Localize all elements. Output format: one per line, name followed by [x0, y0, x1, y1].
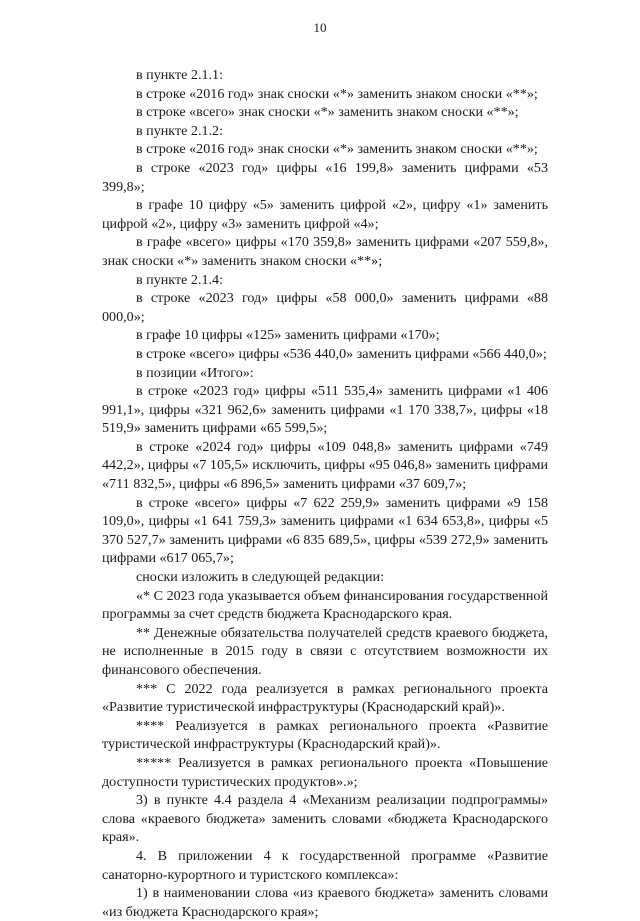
paragraph: в строке «2023 год» цифры «511 535,4» заменить цифрами «1 406 991,1», цифры «321 962,6» заменить цифрами «1 170 338,7», цифры «18 519,9» заменить цифрами «65 599,5»;	[102, 383, 548, 437]
page-number: 10	[313, 20, 327, 35]
paragraph: в пункте 2.1.1:	[136, 67, 224, 83]
footnote-paragraph: **** Реализуется в рамках регионального проекта «Развитие туристической инфраструктуры (Краснодарский край)».	[102, 717, 548, 753]
paragraph: 3) в пункте 4.4 раздела 4 «Механизм реализации подпрограммы» слова «краевого бюджета» заменить словами «бюджета Краснодарского края».	[102, 792, 548, 846]
paragraph: в строке «всего» знак сноски «*» заменить знаком сноски «**»;	[136, 104, 519, 121]
footnote-paragraph: ** Денежные обязательства получателей средств краевого бюджета, не исполненные в 2015 году в связи с отсутствием возможности их финансового обеспечения.	[102, 624, 548, 678]
paragraph: в строке «2023 год» цифры «16 199,8» заменить цифрами «53 399,8»;	[102, 159, 548, 195]
footnote-paragraph: ***** Реализуется в рамках регионального проекта «Повышение доступности туристических продуктов».»;	[102, 754, 548, 790]
paragraph: в графе «всего» цифры «170 359,8» заменить цифрами «207 559,8», знак сноски «*» заменить знаком сноски «**»;	[102, 234, 548, 269]
paragraph: в строке «2016 год» знак сноски «*» заменить знаком сноски «**»;	[136, 141, 538, 158]
document-body	[102, 66, 548, 921]
footnote-paragraph: *** С 2022 года реализуется в рамках регионального проекта «Развитие туристической инфраструктуры (Краснодарский край)».	[102, 680, 548, 716]
paragraph: в пункте 2.1.4:	[136, 271, 224, 288]
paragraph: в строке «2023 год» цифры «58 000,0» заменить цифрами «88 000,0»;	[102, 290, 548, 325]
paragraph: в строке «2024 год» цифры «109 048,8» заменить цифрами «749 442,2», цифры «7 105,5» исключить, цифры «95 046,8» заменить цифрами «711 832,5», цифры «6 896,5» заменить цифрами «37 609,7»;	[102, 438, 548, 493]
paragraph: в позиции «Итого»:	[136, 364, 254, 381]
paragraph: в строке «всего» цифры «7 622 259,9» заменить цифрами «9 158 109,0», цифры «1 641 759,3» заменить цифрами «1 634 653,8», цифры «5 370 527,7» заменить цифрами «6 835 689,5», цифры «539 272,9» заменить цифрами «617 065,7»;	[102, 494, 548, 567]
paragraph: в графе 10 цифру «5» заменить цифрой «2», цифру «1» заменить цифрой «2», цифру «3» заменить цифрой «4»;	[102, 197, 548, 232]
paragraph: в пункте 2.1.2:	[136, 122, 224, 139]
paragraph: сноски изложить в следующей редакции:	[136, 569, 384, 586]
paragraph: в графе 10 цифры «125» заменить цифрами «170»;	[136, 327, 440, 344]
paragraph: в строке «2016 год» знак сноски «*» заменить знаком сноски «**»;	[136, 85, 538, 102]
footnote-paragraph: «* С 2023 года указывается объем финансирования государственной программы за счет средств бюджета Краснодарского края.	[102, 587, 548, 623]
paragraph: в строке «всего» цифры «536 440,0» заменить цифрами «566 440,0»;	[136, 345, 547, 362]
paragraph: 4. В приложении 4 к государственной программе «Развитие санаторно-курортного и туристского комплекса»:	[102, 847, 548, 883]
paragraph: 1) в наименовании слова «из краевого бюджета» заменить словами «из бюджета Краснодарского края»;	[102, 885, 548, 920]
